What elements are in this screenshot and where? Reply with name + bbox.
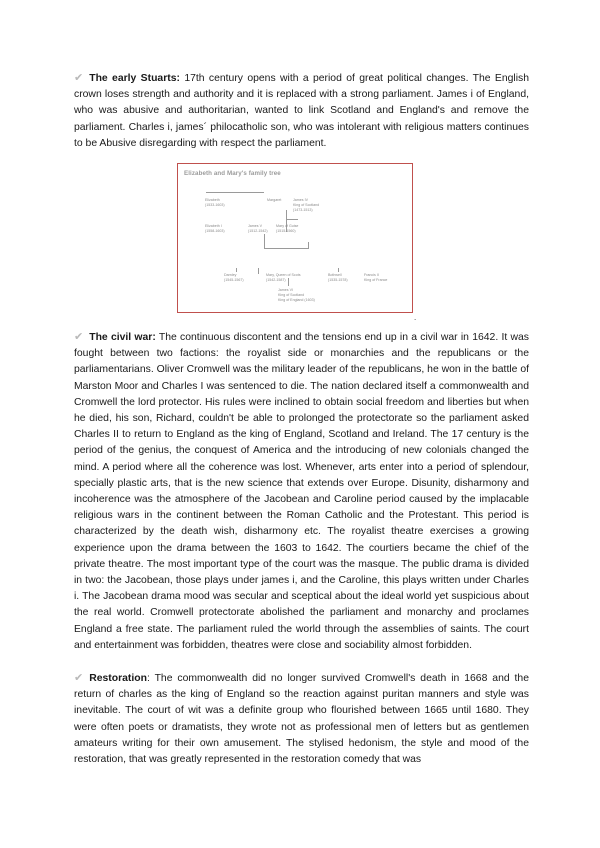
tree-line <box>236 268 237 272</box>
tree-node: Mary of Guise <box>276 224 299 229</box>
figure-title: Elizabeth and Mary's family tree <box>184 170 281 178</box>
check-icon: ✔ <box>74 331 84 344</box>
paragraph-early-stuarts <box>74 70 529 152</box>
tree-line <box>206 192 264 193</box>
family-tree-figure <box>177 163 413 313</box>
tree-line <box>286 219 298 220</box>
tree-line <box>308 242 309 249</box>
tree-node: Elizabeth <box>205 198 220 203</box>
tree-node: (1473-1513) <box>293 208 313 213</box>
heading-early-stuarts: The early Stuarts: <box>89 73 180 84</box>
tree-node: Margaret <box>267 198 282 203</box>
tree-node: (1533-1603) <box>205 203 225 208</box>
tree-line <box>264 248 308 249</box>
tree-node: King of Scotland <box>293 203 320 208</box>
tree-node: (1542-1587) <box>266 278 286 283</box>
tree-node: Darnley <box>224 273 237 278</box>
tree-node: James IV <box>293 198 308 203</box>
check-icon: ✔ <box>74 672 84 685</box>
tree-node: James V <box>248 224 262 229</box>
tree-line <box>264 234 265 248</box>
tree-node: (1558-1603) <box>205 229 225 234</box>
tree-node: King of Scotland <box>278 293 305 298</box>
tree-node: King of England (1603) <box>278 298 315 303</box>
tree-node: (1535-1578) <box>328 278 348 283</box>
tree-node: Francis II <box>364 273 379 278</box>
text-civil-war: The continuous discontent and the tensions end up in a civil war in 1642. It was fought between two factions: the royalist side or monarchies and the republicans or the parliamentarians. Oliver Cromwell was the military leader of the republicans, he won in the battle of Marston Moor and Charles I was sentenced to die. The nation declared itself a commonwealth and Cromwell the lord protector. His rules were inclined to obtain social freedom and liberties but when he died, his son, Richard, couldn't be able to prolonged the protectorate so the parliament asked Charles II to return to England as the king of England, Scotland and Ireland. The 17 century is the period of the genius, the conquest of America and the introducing of new colonials changed the mind. A period where all the coherence was lost. Whenever, arts enter into a period of splendour, specially plastic arts, that is the new science that extends over Europe. Disunity, disharmony and incoherence was the atmosphere of the Jacobean and Caroline period caused by the implacable religious wars in the continent between the Roman Catholic and the Protestant. This period is characterized by the death wish, disharmony etc. The royalist theatre exercises a growing experience upon the drama between the 1603 to 1642. The courtiers became the chief of the private theatre. The most important type of the court was the masque. The public drama is divided in two: the Jacobean, those plays under james i, and the Caroline, this plays written under Charles i. The Jacobean drama mood was secular and sceptical about the ideal world yet suspicious about the real world. Cromwell protectorate abolished the parliament and monarchy and proclames England a free state. The parliament ruled the world through the assemblies of saints. The court and entertainment was forbidden, theatres were close and sociability almost forbidden. <box>74 332 529 651</box>
tree-node: Mary, Queen of Scots <box>266 273 301 278</box>
text-early-stuarts: 17th century opens with a period of great political changes. The English crown loses strength and authority and it is replaced with a strong parliament. James i of England, who was abusive and authoritarian, wanted to link Scotland and England's and remove the parliament. Charles i, james´ philocatholic son, who was intolerant with religious matters continues to be Abusive disregarding with respect the parliament. <box>74 73 530 149</box>
paragraph-civil-war <box>74 329 529 654</box>
tree-line <box>258 268 259 274</box>
figure-container <box>74 163 529 329</box>
tree-node: Elizabeth I <box>205 224 222 229</box>
tree-node: (1512-1542) <box>248 229 268 234</box>
tree-line <box>288 278 289 286</box>
tree-node: (1515-1560) <box>276 229 296 234</box>
tree-node: James VI <box>278 288 293 293</box>
tree-line <box>338 268 339 272</box>
figure-dot: . <box>414 313 417 323</box>
paragraph-restoration <box>74 670 529 768</box>
check-icon: ✔ <box>74 72 84 84</box>
text-restoration: : The commonwealth did no longer survived Cromwell's death in 1668 and the return of charles as the king of England so the reaction against puritan manners and style was inevitable. The court of wit was a definite group who flourished between 1665 until 1680. They were often poets or dramatists, they wrote not as professional men of letters but as gentlemen amateurs writing for their own amusement. The stylised hedonism, the style and mood of the restoration, that was greatly represented in the restoration comedy that was <box>74 673 529 766</box>
heading-restoration: Restoration <box>89 673 147 685</box>
tree-node: Bothwell <box>328 273 342 278</box>
tree-node: (1545-1567) <box>224 278 244 283</box>
heading-civil-war: The civil war: <box>89 332 156 344</box>
tree-node: King of France <box>364 278 388 283</box>
document-page <box>74 70 529 768</box>
